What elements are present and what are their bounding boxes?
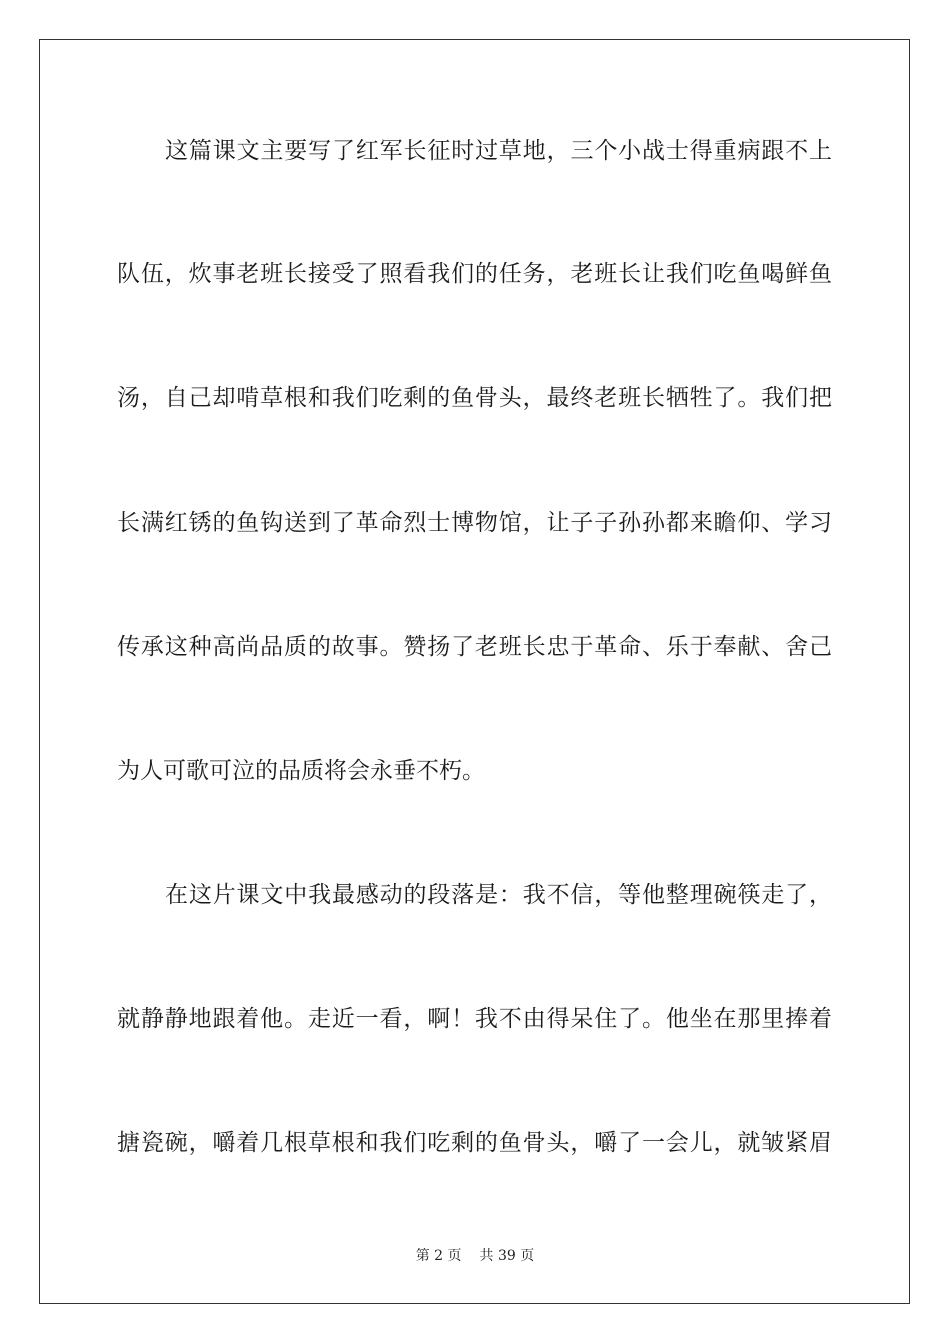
text-line: 队伍，炊事老班长接受了照看我们的任务，老班长让我们吃鱼喝鲜鱼: [117, 261, 832, 287]
text-line: 搪瓷碗，嚼着几根草根和我们吃剩的鱼骨头，嚼了一会儿，就皱紧眉: [117, 1130, 832, 1156]
text-line: 就静静地跟着他。走近一看，啊！我不由得呆住了。他坐在那里捧着: [117, 1006, 832, 1032]
text-line: 在这片课文中我最感动的段落是：我不信，等他整理碗筷走了，: [165, 882, 832, 908]
text-line: 长满红锈的鱼钩送到了革命烈士博物馆，让子子孙孙都来瞻仰、学习: [117, 510, 832, 536]
page-footer: [0, 1246, 950, 1266]
page-number: 第 2 页: [415, 1248, 462, 1264]
text-line: 传承这种高尚品质的故事。赞扬了老班长忠于革命、乐于奉献、舍己: [117, 634, 832, 660]
text-line: 汤，自己却啃草根和我们吃剩的鱼骨头，最终老班长牺牲了。我们把: [117, 385, 832, 411]
page-total: 共 39 页: [479, 1248, 535, 1264]
text-line: 这篇课文主要写了红军长征时过草地，三个小战士得重病跟不上: [165, 138, 832, 164]
text-line: 为人可歌可泣的品质将会永垂不朽。: [117, 758, 485, 784]
page-border: [39, 39, 910, 1304]
